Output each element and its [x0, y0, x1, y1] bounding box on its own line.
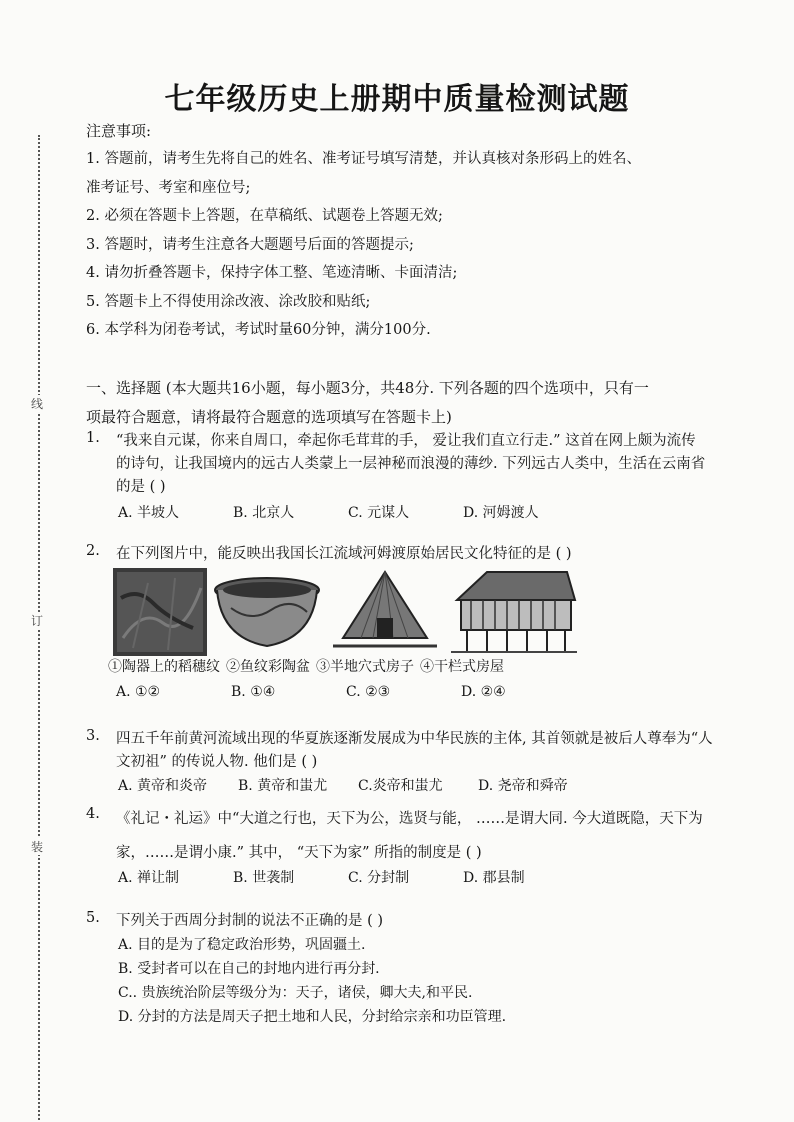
question-2-options-wrap: [86, 680, 746, 704]
question-options: [118, 501, 746, 525]
stem-line: 文初祖” 的传说人物. 他们是 ( ): [116, 754, 318, 770]
option-a[interactable]: A. 目的是为了稳定政治形势，巩固疆土.: [118, 937, 366, 953]
margin-mark-line: 线: [31, 397, 44, 411]
notes-heading: 注意事项:: [86, 122, 152, 140]
stem-line: 的是 ( ): [116, 479, 166, 495]
question-number: 5.: [86, 910, 100, 926]
question-3: [86, 728, 746, 798]
option-c[interactable]: C. 分封制: [348, 870, 410, 886]
stem-line: 的诗句，让我国境内的远古人类蒙上一层神秘而浪漫的薄纱. 下列远古人类中，生活在云南省: [116, 456, 706, 472]
question-number: 1.: [86, 430, 100, 446]
question-stem: 在下列图片中，能反映出我国长江流域河姆渡原始居民文化特征的是 ( ): [116, 546, 572, 562]
section-heading-line: 一、选择题 (本大题共16小题，每小题3分，共48分. 下列各题的四个选项中，只有一: [86, 379, 649, 397]
option-b[interactable]: B. 北京人: [233, 505, 295, 521]
option-b[interactable]: B. 黄帝和蚩尤: [238, 778, 328, 794]
option-b[interactable]: B. 受封者可以在自己的封地内进行再分封.: [118, 961, 380, 977]
note-item: 3. 答题时，请考生注意各大题题号后面的答题提示;: [86, 236, 414, 253]
stem-line: “我来自元谋，你来自周口，牵起你毛茸茸的手， 爱让我们直立行走.” 这首在网上颇为流传: [116, 433, 696, 449]
note-item: 5. 答题卡上不得使用涂改液、涂改胶和贴纸;: [86, 293, 371, 310]
caption-1: ①陶器上的稻穗纹: [108, 659, 220, 675]
question-number: 2.: [86, 543, 100, 559]
question-2-captions: [108, 656, 510, 676]
question-options: [118, 774, 746, 798]
margin-mark-bind: 订: [31, 614, 44, 628]
option-c[interactable]: C.炎帝和蚩尤: [358, 778, 443, 794]
caption-2: ②鱼纹彩陶盆: [226, 659, 310, 675]
option-d[interactable]: D. 分封的方法是周天子把土地和人民，分封给宗亲和功臣管理.: [118, 1009, 507, 1025]
option-d[interactable]: D. ②④: [461, 684, 506, 700]
question-options: [118, 933, 746, 1029]
option-c[interactable]: C. 元谋人: [348, 505, 410, 521]
question-stem: [116, 430, 746, 499]
option-c[interactable]: C.. 贵族统治阶层等级分为：天子，诸侯，卿大夫,和平民.: [118, 985, 473, 1001]
fish-painted-basin-image: [211, 568, 323, 656]
option-a[interactable]: A. 禅让制: [118, 870, 180, 886]
note-item: 4. 请勿折叠答题卡，保持字体工整、笔迹清晰、卡面清洁;: [86, 265, 458, 281]
stem-line: 家，……是谓小康.” 其中， “天下为家” 所指的制度是 ( ): [116, 845, 482, 861]
question-options: [118, 866, 746, 890]
stilt-house-image: [447, 568, 577, 656]
option-b[interactable]: B. 世袭制: [233, 870, 295, 886]
rice-pattern-pottery-image: [113, 568, 207, 656]
section-heading-line: 项最符合题意，请将最符合题意的选项填写在答题卡上): [86, 408, 452, 426]
option-b[interactable]: B. ①④: [231, 684, 276, 700]
page-title: 七年级历史上册期中质量检测试题: [164, 82, 630, 117]
question-options: [116, 680, 746, 704]
option-d[interactable]: D. 河姆渡人: [463, 505, 539, 521]
option-a[interactable]: A. 黄帝和炎帝: [118, 778, 208, 794]
question-4: [86, 806, 746, 890]
note-item: 1. 答题前，请考生先将自己的姓名、准考证号填写清楚，并认真核对条形码上的姓名、: [86, 151, 641, 167]
question-stem: 下列关于西周分封制的说法不正确的是 ( ): [116, 913, 384, 929]
semi-underground-house-image: [333, 568, 437, 656]
question-2: [86, 543, 746, 566]
stem-line: 四五千年前黄河流域出现的华夏族逐渐发展成为中华民族的主体, 其首领就是被后人尊奉为“人: [116, 731, 713, 747]
option-d[interactable]: D. 郡县制: [463, 870, 525, 886]
note-item: 6. 本学科为闭卷考试，考试时量60分钟，满分100分.: [86, 322, 431, 338]
caption-3: ③半地穴式房子: [316, 659, 414, 675]
option-c[interactable]: C. ②③: [346, 684, 391, 700]
option-d[interactable]: D. 尧帝和舜帝: [478, 778, 568, 794]
question-number: 4.: [86, 806, 100, 822]
option-a[interactable]: A. 半坡人: [118, 505, 180, 521]
caption-4: ④干栏式房屋: [420, 659, 504, 675]
question-1: [86, 430, 746, 525]
notes-list: [86, 145, 736, 345]
question-5: [86, 910, 746, 1029]
stem-line: 《礼记・礼运》中“大道之行也，天下为公，选贤与能， ……是谓大同. 今大道既隐，天下为: [116, 811, 703, 827]
question-number: 3.: [86, 728, 100, 744]
margin-mark-staple: 装: [31, 840, 44, 854]
note-item: 准考证号、考室和座位号;: [86, 179, 251, 196]
option-a[interactable]: A. ①②: [116, 684, 161, 700]
question-stem: [116, 806, 746, 866]
question-stem: [116, 728, 746, 774]
note-item: 2. 必须在答题卡上答题，在草稿纸、试题卷上答题无效;: [86, 208, 443, 224]
section-heading: [86, 374, 736, 432]
question-2-images: [113, 568, 593, 658]
